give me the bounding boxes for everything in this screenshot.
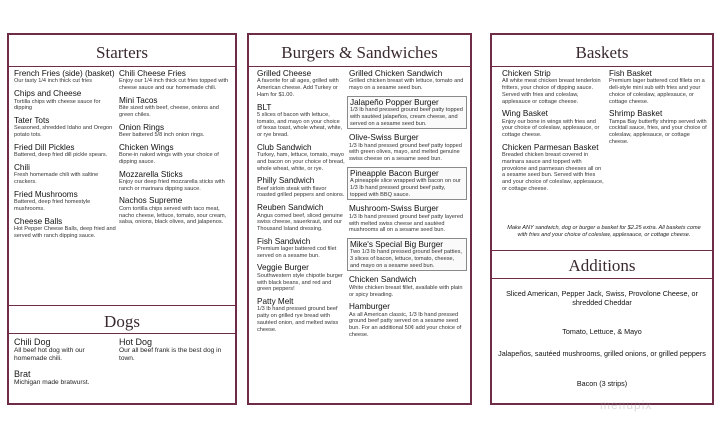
menu-item <box>347 238 467 272</box>
addition-line: Bacon (3 strips) <box>576 379 628 388</box>
menu-item-name: Chicken Parmesan Basket <box>502 142 599 152</box>
menu-item-desc: Battered, deep fried homestyle mushrooms. <box>14 199 91 212</box>
menu-item-name: Olive-Swiss Burger <box>349 133 419 143</box>
menu-item <box>119 69 231 92</box>
dog-desc: All beef hot dog with our homemade chili. <box>14 347 85 362</box>
menu-item <box>119 123 231 139</box>
menu-item-desc: Hot Pepper Cheese Balls, deep fried and served with ranch dipping sauce. <box>14 225 116 239</box>
dogs-title: Dogs <box>104 312 140 331</box>
menu-item-name: Cheese Balls <box>14 216 63 226</box>
menu-item <box>257 263 345 293</box>
dog-name: Chili Dog <box>14 337 51 347</box>
starters-column-right <box>119 69 231 230</box>
menu-item-desc: Beer battered 5/8 inch onion rings. <box>119 132 205 139</box>
menu-item-name: Chips and Cheese <box>14 89 82 99</box>
menu-item <box>349 69 467 92</box>
menu-item <box>349 302 467 338</box>
menu-item-name: Chili <box>14 162 30 172</box>
menu-item <box>14 69 118 85</box>
menu-item-name: Chili Cheese Fries <box>119 69 186 78</box>
watermark-logo: menupix <box>600 398 653 412</box>
menu-item-desc: 1/3 lb hand pressed ground beef patty on grilled rye bread with sautéed onion, and melted swiss cheese. <box>257 306 339 333</box>
menu-item <box>14 116 118 139</box>
menu-item-desc: Bite sized with beef, cheese, onions and green chiles. <box>119 105 219 118</box>
starters-title: Starters <box>96 43 148 62</box>
menu-item-name: French Fries (side) (basket) <box>14 69 115 78</box>
addition-line: Tomato, Lettuce, & Mayo <box>562 327 642 336</box>
divider <box>249 66 470 67</box>
menu-item-desc: Turkey, ham, lettuce, tomato, mayo and bacon on your choice of bread, whole wheat, white, or rye. <box>257 152 345 172</box>
menu-item-desc: Enjoy our 1/4 inch thick cut fries topped with cheese sauce and our homemade chili. <box>119 78 229 92</box>
baskets-panel <box>490 33 714 405</box>
burgers-column-left <box>257 69 345 337</box>
menu-item-desc: A favorite for all ages, grilled with American cheese. Add Turkey or Ham for $1.00. <box>257 78 339 98</box>
menu-item <box>257 103 345 139</box>
starters-column-left <box>14 69 118 243</box>
menu-item <box>347 96 467 130</box>
menu-item <box>257 297 345 333</box>
menu-item-name: Mike's Special Big Burger <box>350 239 444 249</box>
divider <box>9 66 235 67</box>
dog-item <box>119 337 229 363</box>
menu-item <box>347 167 467 201</box>
menu-item <box>14 89 118 112</box>
menu-item <box>257 237 345 260</box>
menu-item <box>14 163 118 186</box>
menu-item-name: Fish Basket <box>609 69 652 78</box>
menu-item-name: Club Sandwich <box>257 142 312 152</box>
menu-item <box>119 170 231 193</box>
baskets-column-left <box>502 69 604 196</box>
menu-item-name: Veggie Burger <box>257 263 309 273</box>
burgers-column-right <box>349 69 467 343</box>
baskets-column-right <box>609 69 709 149</box>
menu-item-desc: All white meat chicken breast tenderloin fritters, your choice of dipping sauce. Served with fries and coleslaw, applesauce or cottage cheese. <box>502 78 601 105</box>
menu-item-desc: Premium lager battered cod fillets on a deli-style mini sub with fries and your choice of coleslaw, applesauce, or cottage cheese. <box>609 78 705 105</box>
menu-item-name: Fried Dill Pickles <box>14 142 75 152</box>
divider <box>492 66 712 67</box>
menu-item <box>119 143 231 166</box>
menu-item-desc: Angus corned beef, sliced genuine swiss cheese, sauerkraut, and our Thousand Island dressing. <box>257 212 343 232</box>
menu-item-desc: Bone-in naked wings with your choice of dipping sauce. <box>119 152 219 165</box>
menu-item-name: Chicken Sandwich <box>349 275 417 285</box>
menu-item-desc: Tampa Bay butterfly shrimp served with cocktail sauce, fries, and your choice of coleslaw, applesauce, or cottage cheese. <box>609 118 707 145</box>
menu-item-desc: Tortilla chips with cheese sauce for dipping <box>14 98 101 112</box>
menu-item-name: Wing Basket <box>502 109 548 119</box>
dog-item <box>14 369 124 387</box>
dog-name: Brat <box>14 369 31 379</box>
menu-item-desc: Premium lager battered cod filet served on a sesame bun. <box>257 246 337 259</box>
menu-item-desc: 1/3 lb hand pressed ground beef patty topped with green olives, mayo, and melted genuine swiss cheese on a sesame seed bun. <box>349 142 462 163</box>
menu-item-desc: As all American classic, 1/3 lb hand pressed ground beef patty served on a sesame seed bun. For an additional 50¢ add your choice of cheese. <box>349 311 462 338</box>
menu-item <box>14 217 118 240</box>
menu-item-name: Shrimp Basket <box>609 109 663 119</box>
menu-item-desc: Beef sirloin steak with flavor roasted grilled peppers and onions. <box>257 185 345 199</box>
divider <box>492 278 712 279</box>
menu-item-name: Grilled Chicken Sandwich <box>349 69 443 78</box>
dog-item <box>14 337 118 363</box>
menu-item-desc: Breaded chicken breast covered in marinara sauce and topped with provolone and parmesan cheeses all on a sesame seed bun. Served with fries and your choice of coleslaw, applesauce, or cottage cheese. <box>502 152 604 192</box>
menu-item <box>14 190 118 213</box>
dog-name: Hot Dog <box>119 337 153 347</box>
menu-item-name: Chicken Wings <box>119 142 174 152</box>
dog-desc: Michigan made bratwurst. <box>14 379 90 386</box>
menu-item-name: Onion Rings <box>119 122 165 132</box>
menu-item-desc: Two 1/3 lb hand pressed ground beef patties, 3 slices of bacon, lettuce, tomato, cheese, and mayo on a sesame seed bun. <box>350 249 462 269</box>
menu-item-name: Mozzarella Sticks <box>119 169 183 179</box>
menu-item-name: Fish Sandwich <box>257 236 311 246</box>
menu-item <box>119 196 231 226</box>
menu-item <box>257 143 345 173</box>
menu-item-desc: Southwestern style chipotle burger with black beans, and red and green peppers! <box>257 272 343 293</box>
menu-item-desc: Enjoy our bone in wings with fries and your choice of coleslaw, applesauce, or cottage cheese. <box>502 118 600 139</box>
divider <box>9 333 235 334</box>
divider <box>492 250 712 251</box>
menu-item-name: Philly Sandwich <box>257 176 315 186</box>
baskets-title: Baskets <box>575 43 629 62</box>
menu-item-desc: Corn tortilla chips served with taco meat, nacho cheese, lettuce, tomato, sour cream, salsa, onions, black olives, and jalapenos. <box>119 205 227 226</box>
divider <box>9 305 235 306</box>
menu-item <box>349 275 467 298</box>
menu-item <box>14 143 118 159</box>
burgers-panel <box>247 33 472 405</box>
menu-item <box>257 176 345 199</box>
menu-item-name: Fried Mushrooms <box>14 189 78 199</box>
basket-note: Make ANY sandwich, dog or burger a basket for $2.25 extra. All baskets come with fries and your choice of coleslaw, applesauce, or cottage cheese. <box>507 225 701 238</box>
menu-item <box>119 96 231 119</box>
menu-item-name: Tater Tots <box>14 115 50 125</box>
menu-item-desc: A pineapple slice wrapped with bacon on our 1/3 lb hand pressed ground beef patty, topped with BBQ sauce. <box>350 178 461 198</box>
dog-desc: Our all beef frank is the best dog in town. <box>119 347 222 362</box>
menu-item-desc: Battered, deep fried dill pickle spears. <box>14 152 108 159</box>
menu-item <box>502 143 604 193</box>
menu-item <box>257 203 345 233</box>
menu-item <box>502 69 604 105</box>
burgers-title: Burgers & Sandwiches <box>281 43 438 62</box>
menu-item <box>502 109 604 139</box>
menu-item-desc: Grilled chicken breast with lettuce, tomato and mayo on a sesame seed bun. <box>349 78 464 92</box>
menu-item <box>609 109 709 145</box>
menu-item-desc: 5 slices of bacon with lettuce, tomato, and mayo on your choice of texas toast, whole wheat, white, or rye bread. <box>257 111 343 139</box>
menu-item-desc: White chicken breast fillet, available with plain or spicy breading. <box>349 284 463 298</box>
menu-item-name: Patty Melt <box>257 297 294 307</box>
menu-item-name: Reuben Sandwich <box>257 203 324 213</box>
menu-item-desc: Our tasty 1/4 inch thick cut fries <box>14 78 93 85</box>
menu-item-name: Nachos Supreme <box>119 196 183 206</box>
addition-line: Sliced American, Pepper Jack, Swiss, Provolone Cheese, or shredded Cheddar <box>506 289 698 307</box>
menu-item-desc: 1/3 lb hand pressed ground beef patty topped with sautéed jalapeños, cream cheese, and served on a sesame seed bun. <box>350 107 463 127</box>
menu-item <box>609 69 709 105</box>
menu-item-desc: 1/3 lb hand pressed ground beef patty layered with melted swiss cheese and sautéed mushrooms all on a sesame seed bun. <box>349 213 464 234</box>
menu-item <box>349 133 467 163</box>
menu-item-name: Chicken Strip <box>502 69 551 78</box>
menu-item-name: BLT <box>257 102 272 112</box>
menu-item <box>349 204 467 234</box>
additions-title: Additions <box>568 256 636 275</box>
starters-panel <box>7 33 237 405</box>
menu-item-name: Jalapeño Popper Burger <box>350 97 439 107</box>
menu-item-name: Pineapple Bacon Burger <box>350 168 439 178</box>
addition-line: Jalapeños, sautéed mushrooms, grilled onions, or grilled peppers <box>498 349 706 358</box>
menu-item-desc: Enjoy our deep fried mozzarella sticks with ranch or marinara dipping sauce. <box>119 179 225 192</box>
menu-item <box>257 69 345 99</box>
menu-item-name: Mushroom-Swiss Burger <box>349 204 439 214</box>
menu-item-name: Mini Tacos <box>119 95 158 105</box>
menu-item-desc: Seasoned, shredded Idaho and Oregon potato tots. <box>14 125 113 139</box>
menu-item-name: Grilled Cheese <box>257 69 312 78</box>
menu-item-desc: Fresh homemade chili with saltine crackers. <box>14 172 99 186</box>
menu-item-name: Hamburger <box>349 302 390 312</box>
